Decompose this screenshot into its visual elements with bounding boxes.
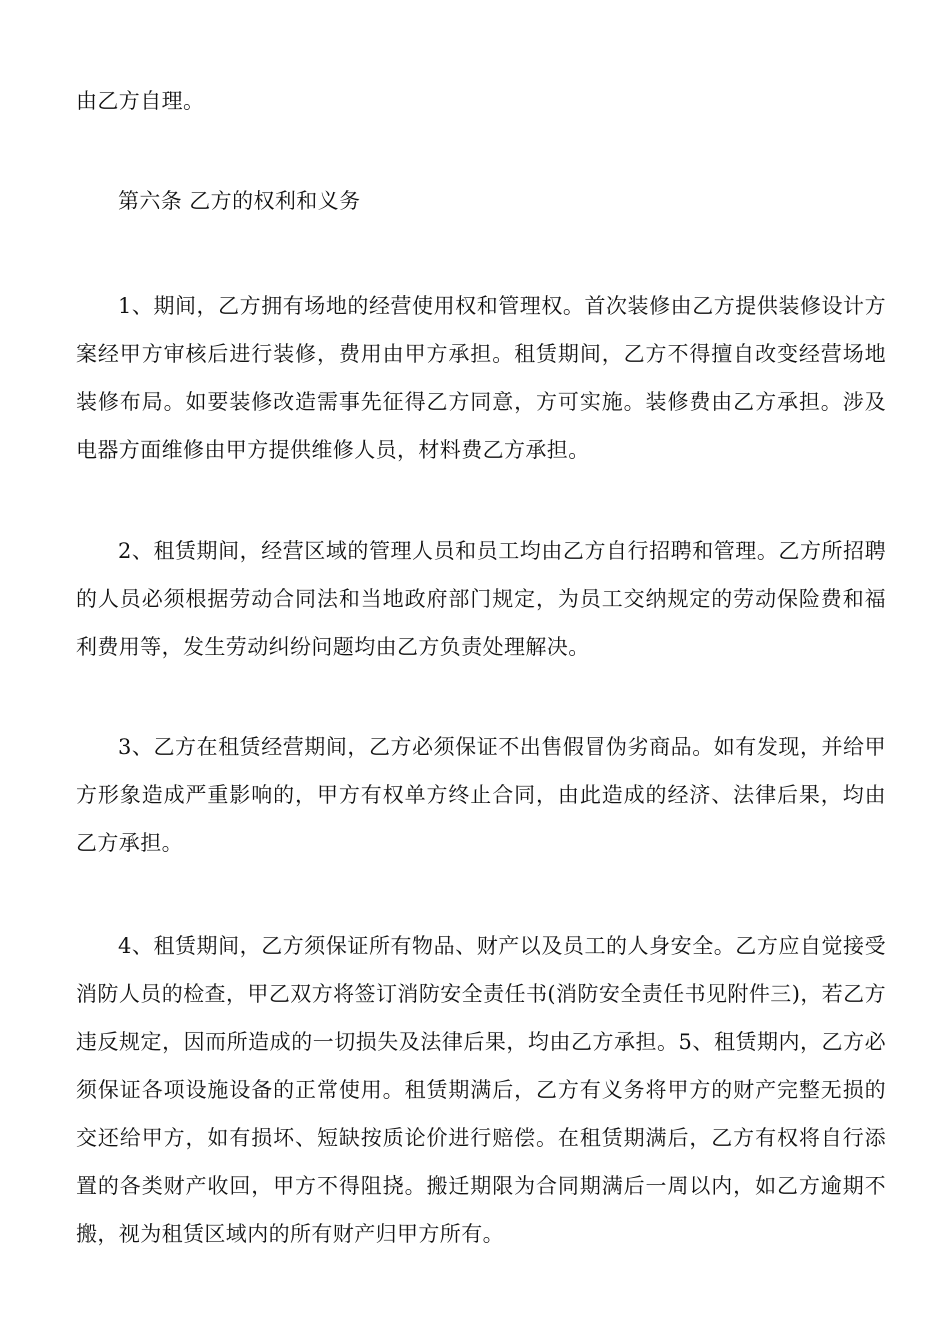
paragraph-clause-3: 3、乙方在租赁经营期间，乙方必须保证不出售假冒伪劣商品。如有发现，并给甲方形象造成严重影响的，甲方有权单方终止合同，由此造成的经济、法律后果，均由乙方承担。	[76, 735, 886, 855]
paragraph-continuation: 由乙方自理。	[76, 89, 205, 113]
section-heading: 第六条 乙方的权利和义务	[118, 189, 361, 213]
paragraph-clause-2: 2、租赁期间，经营区域的管理人员和员工均由乙方自行招聘和管理。乙方所招聘的人员必须根据劳动合同法和当地政府部门规定，为员工交纳规定的劳动保险费和福利费用等，发生劳动纠纷问题均由乙方负责处理解决。	[76, 539, 886, 659]
paragraph-clause-1: 1、期间，乙方拥有场地的经营使用权和管理权。首次装修由乙方提供装修设计方案经甲方审核后进行装修，费用由甲方承担。租赁期间，乙方不得擅自改变经营场地装修布局。如要装修改造需事先征得乙方同意，方可实施。装修费由乙方承担。涉及电器方面维修由甲方提供维修人员，材料费乙方承担。	[76, 294, 886, 462]
paragraph-clause-4-5: 4、租赁期间，乙方须保证所有物品、财产以及员工的人身安全。乙方应自觉接受消防人员的检查，甲乙双方将签订消防安全责任书(消防安全责任书见附件三)，若乙方违反规定，因而所造成的一切损失及法律后果，均由乙方承担。5、租赁期内，乙方必须保证各项设施设备的正常使用。租赁期满后，乙方有义务将甲方的财产完整无损的交还给甲方，如有损坏、短缺按质论价进行赔偿。在租赁期满后，乙方有权将自行添置的各类财产收回，甲方不得阻挠。搬迁期限为合同期满后一周以内，如乙方逾期不搬，视为租赁区域内的所有财产归甲方所有。	[76, 934, 886, 1246]
